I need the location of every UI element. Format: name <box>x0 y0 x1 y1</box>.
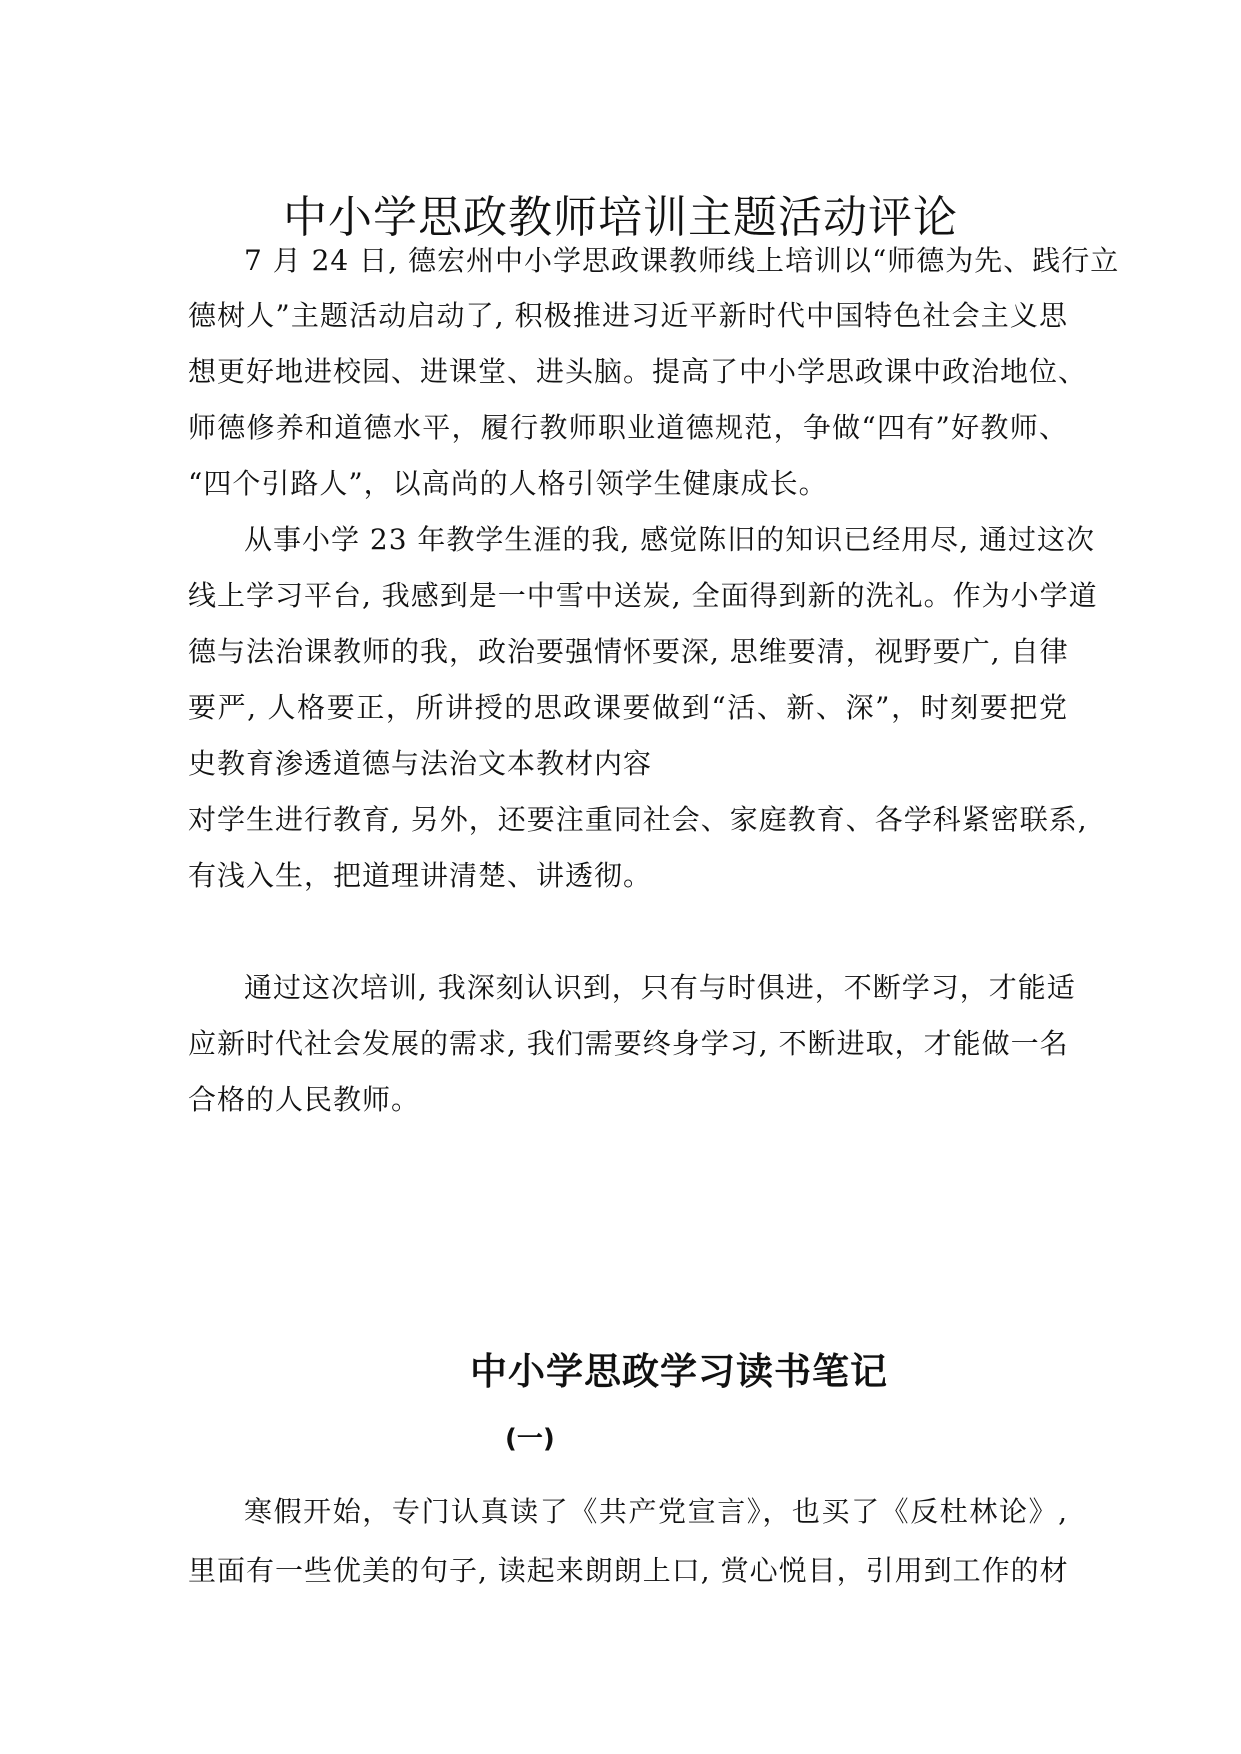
paragraph-2-line-6: 对学生进行教育, 另外，还要注重同社会、家庭教育、各学科紧密联系, <box>188 803 1088 836</box>
document-title: 中小学思政教师培训主题活动评论 <box>283 192 958 243</box>
paragraph-1-line-1: 7 月 24 日, 德宏州中小学思政课教师线上培训以“师德为先、践行立 <box>244 244 1120 277</box>
section-2-line-1: 寒假开始，专门认真读了《共产党宣言》，也买了《反杜林论》, <box>244 1495 1068 1528</box>
section-2-line-2: 里面有一些优美的句子, 读起来朗朗上口, 赏心悦目，引用到工作的材 <box>188 1554 1069 1587</box>
paragraph-2-line-5: 史教育渗透道德与法治文本教材内容 <box>188 747 653 780</box>
section-2-title: 中小学思政学习读书笔记 <box>470 1350 888 1393</box>
paragraph-2-line-2: 线上学习平台, 我感到是一中雪中送炭, 全面得到新的洗礼。作为小学道 <box>188 579 1098 612</box>
section-2-number: (一) <box>505 1424 555 1454</box>
paragraph-1-line-2: 德树人”主题活动启动了, 积极推进习近平新时代中国特色社会主义思 <box>188 299 1068 332</box>
paragraph-2-line-4: 要严, 人格要正，所讲授的思政课要做到“活、新、深”，时刻要把党 <box>188 691 1068 724</box>
paragraph-2-line-1: 从事小学 23 年教学生涯的我, 感觉陈旧的知识已经用尽, 通过这次 <box>244 523 1096 556</box>
paragraph-3-line-3: 合格的人民教师。 <box>188 1083 421 1116</box>
paragraph-1-line-5: “四个引路人”，以高尚的人格引领学生健康成长。 <box>188 467 828 500</box>
paragraph-2-line-3: 德与法治课教师的我，政治要强情怀要深, 思维要清，视野要广, 自律 <box>188 635 1069 668</box>
paragraph-2-line-7: 有浅入生，把道理讲清楚、讲透彻。 <box>188 859 653 892</box>
paragraph-1-line-4: 师德修养和道德水平，履行教师职业道德规范，争做“四有”好教师、 <box>188 411 1068 444</box>
paragraph-1-line-3: 想更好地进校园、进课堂、进头脑。提高了中小学思政课中政治地位、 <box>188 355 1088 388</box>
paragraph-3-line-1: 通过这次培训, 我深刻认识到，只有与时俱进，不断学习，才能适 <box>244 971 1076 1004</box>
paragraph-3-line-2: 应新时代社会发展的需求, 我们需要终身学习, 不断进取，才能做一名 <box>188 1027 1069 1060</box>
